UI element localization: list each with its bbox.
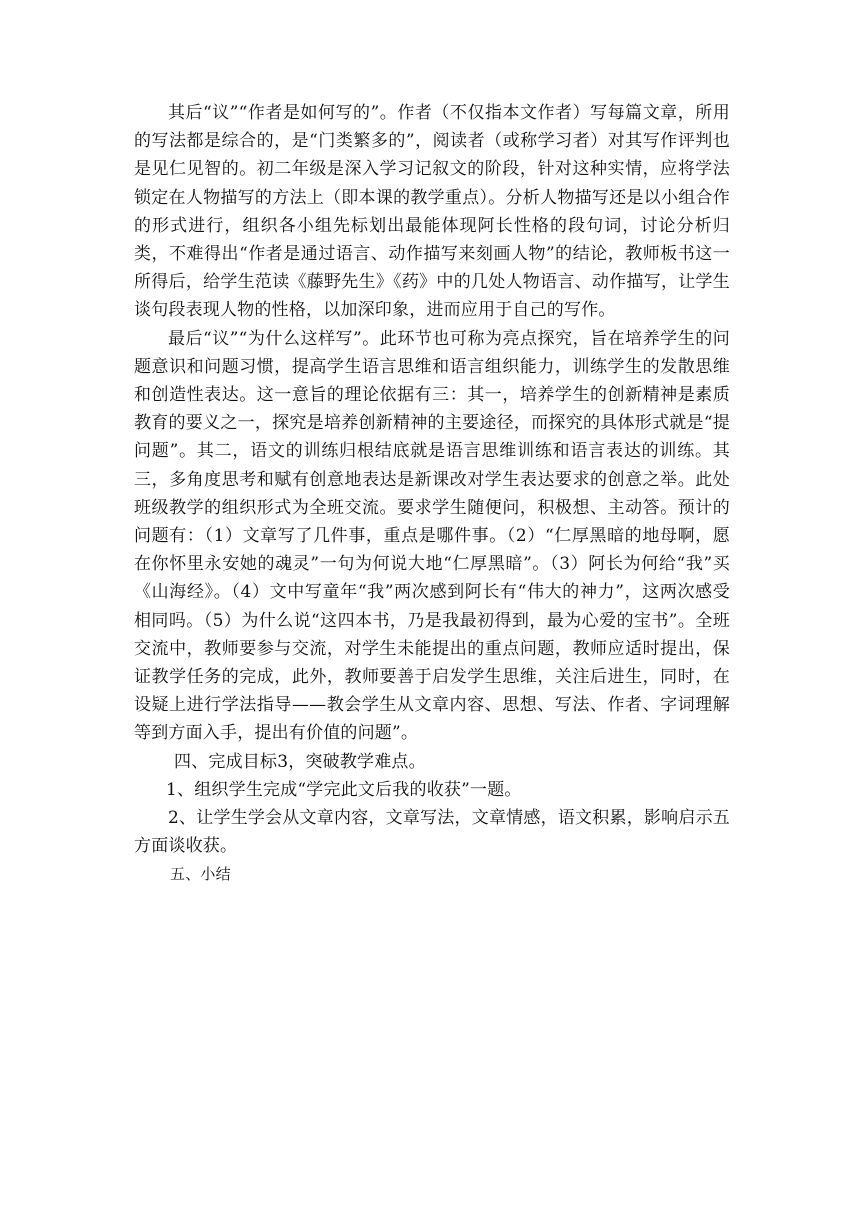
section-five-heading: 五、小结 — [170, 865, 231, 884]
paragraph-why-written: 最后“议”“为什么这样写”。此环节也可称为亮点探究，旨在培养学生的问题意识和问题习惯，提高学生语言思维和语言组织能力，训练学生的发散思维和创造性表达。这一意旨的理论依据有三：其一，培养学生的创新精神是素质教育的要义之一，探究是培养创新精神的主要途径，而探究的具体形式就是“提问题”。其二，语文的训练归根结底就是语言思维训练和语言表达的训练。其三，多角度思考和赋有创意地表达是新课改对学生表达要求的创意之举。此处班级教学的组织形式为全班交流。要求学生随便问，积极想、主动答。预计的问题有：（1）文章写了几件事，重点是哪件事。（2）“仁厚黑暗的地母啊，愿在你怀里永安她的魂灵”一句为何说大地“仁厚黑暗”。（3）阿长为何给“我”买《山海经》。（4）文中写童年“我”两次感到阿长有“伟大的神力”，这两次感受相同吗。（5）为什么说“这四本书，乃是我最初得到，最为心爱的宝书”。全班交流中，教师要参与交流，对学生未能提出的重点问题，教师应适时提出，保证教学任务的完成，此外，教师要善于启发学生思维，关注后进生，同时，在设疑上进行学法指导——教会学生从文章内容、思想、写法、作者、字词理解等到方面入手，提出有价值的问题”。 — [134, 328, 730, 744]
list-item-one: 1、组织学生完成“学完此文后我的收获”一题。 — [166, 779, 522, 800]
paragraph-how-written: 其后“议”“作者是如何写的”。作者（不仅指本文作者）写每篇文章，所用的写法都是综合的，是“门类繁多的”，阅读者（或称学习者）对其写作评判也是见仁见智的。初二年级是深入学习记叙文的阶段，针对这种实情，应将学法锁定在人物描写的方法上（即本课的教学重点）。分析人物描写还是以小组合作的形式进行，组织各小组先标划出最能体现阿长性格的段句词，讨论分析归类，不难得出“作者是通过语言、动作描写来刻画人物”的结论，教师板书这一所得后，给学生范读《藤野先生》《药》中的几处人物语言、动作描写，让学生谈句段表现人物的性格，以加深印象，进而应用于自己的写作。 — [134, 103, 730, 321]
list-item-two: 2、让学生学会从文章内容，文章写法，文章情感，语文积累，影响启示五方面谈收获。 — [134, 808, 730, 857]
document-body — [134, 99, 730, 889]
section-four-heading: 四、完成目标3，突破教学难点。 — [174, 751, 426, 772]
